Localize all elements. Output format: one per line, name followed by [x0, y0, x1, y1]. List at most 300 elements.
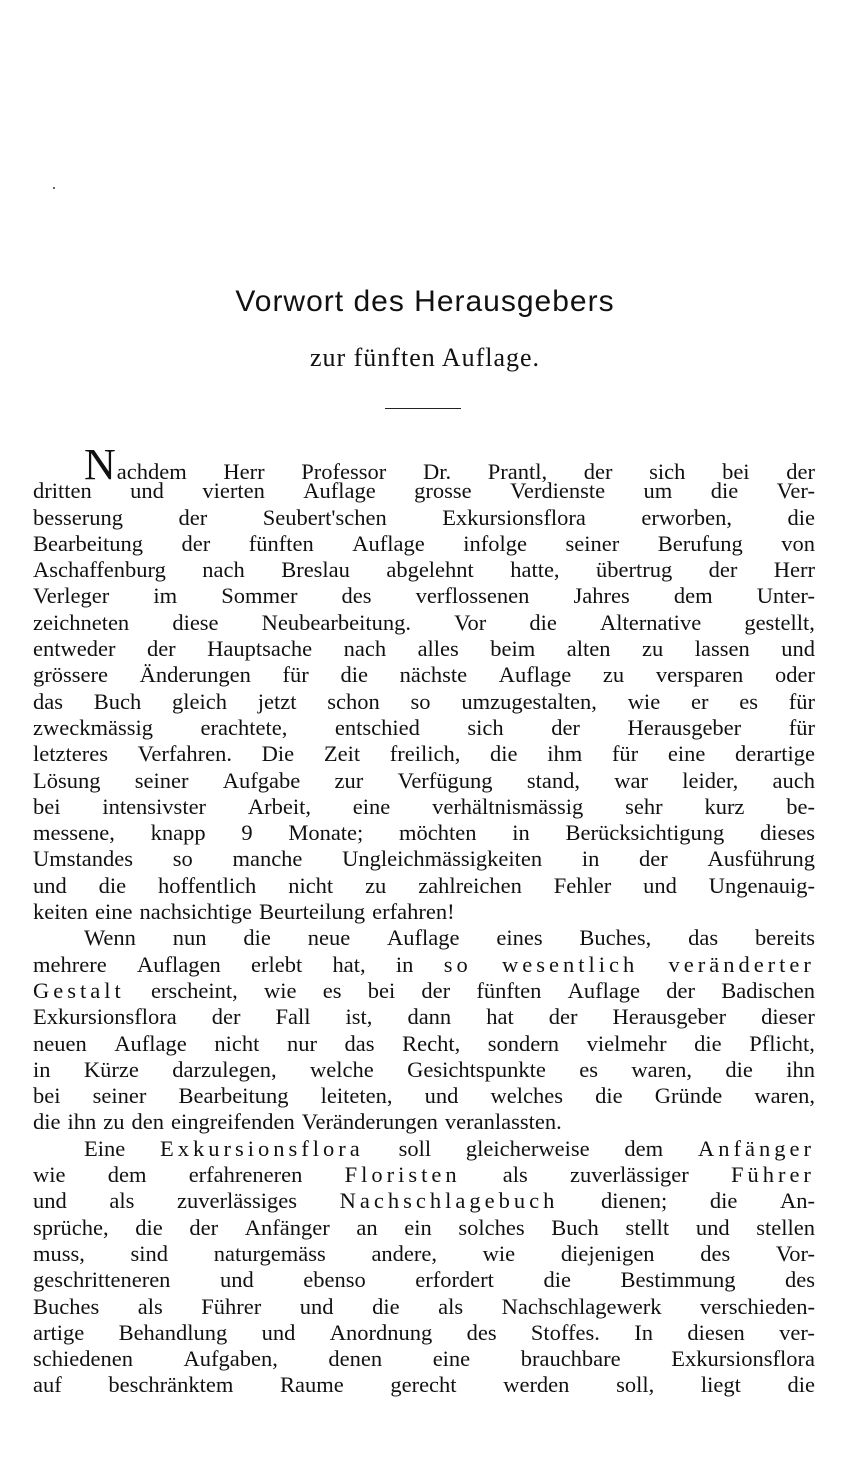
- word: auch: [772, 767, 815, 793]
- word: der: [421, 977, 451, 1003]
- word: Lösung: [33, 767, 101, 793]
- word: fünften: [476, 977, 542, 1003]
- word: 9: [241, 820, 253, 846]
- word: Buch: [551, 1214, 599, 1240]
- word: veränderter: [668, 951, 815, 977]
- word: sprüche,: [33, 1214, 109, 1240]
- word: brauchbare: [520, 1346, 621, 1372]
- word: die: [340, 662, 368, 688]
- word: werden: [503, 1372, 570, 1398]
- word: Verdienste: [510, 478, 606, 504]
- word: gestellt,: [744, 609, 815, 635]
- word: Aufgaben,: [183, 1346, 278, 1372]
- word: Verleger: [33, 583, 110, 609]
- word: denen: [328, 1346, 383, 1372]
- word: Seubert'schen: [262, 504, 387, 530]
- word: der: [181, 530, 211, 556]
- word: Anordnung: [329, 1319, 433, 1345]
- word: stellt: [625, 1214, 670, 1240]
- word: nächste: [399, 662, 468, 688]
- word: sich: [467, 714, 504, 740]
- word: nicht: [288, 872, 334, 898]
- word: eine: [432, 1346, 471, 1372]
- word: Exkursionsflora: [442, 504, 586, 530]
- word: verschieden-: [700, 1293, 815, 1319]
- word: infolge: [463, 530, 527, 556]
- word: dann: [407, 1004, 452, 1030]
- word: Beurteilung: [258, 899, 366, 925]
- word: erscheint,: [150, 977, 238, 1003]
- word: Umstandes: [33, 846, 133, 872]
- word: nur: [286, 1030, 317, 1056]
- word: Nachdem: [84, 440, 187, 489]
- word: gleicherweise: [465, 1135, 590, 1161]
- word: eines: [496, 925, 543, 951]
- word: Herausgeber: [627, 714, 742, 740]
- word: so: [172, 846, 193, 872]
- word: wie: [482, 1240, 516, 1266]
- word: zu: [365, 872, 387, 898]
- text-line: [33, 1267, 815, 1293]
- word: bereits: [754, 925, 815, 951]
- word: für: [788, 714, 815, 740]
- word: In: [634, 1319, 653, 1345]
- word: keiten: [33, 899, 88, 925]
- title-divider: [385, 408, 461, 409]
- text-line: [33, 1083, 815, 1109]
- word: Auflagen: [136, 951, 221, 977]
- word: letzteres: [33, 741, 108, 767]
- word: im: [153, 583, 178, 609]
- word: der: [548, 1004, 578, 1030]
- page-subtitle: zur fünften Auflage.: [309, 343, 541, 372]
- word: ver-: [779, 1319, 815, 1345]
- word: stand,: [526, 767, 580, 793]
- word: eine: [667, 741, 706, 767]
- word: die: [372, 1293, 400, 1319]
- word: ihm: [547, 741, 583, 767]
- word: Unter-: [756, 583, 815, 609]
- word: in: [33, 1056, 51, 1082]
- word: der: [189, 1214, 219, 1240]
- word: nach: [343, 636, 387, 662]
- word: geschritteneren: [33, 1267, 171, 1293]
- word: Verfahren.: [137, 741, 232, 767]
- word: dieses: [759, 820, 815, 846]
- word: Auflage: [114, 1030, 187, 1056]
- word: Herr: [773, 557, 815, 583]
- word: in: [395, 951, 414, 977]
- text-line: [33, 689, 815, 715]
- word: lassen: [694, 636, 750, 662]
- word: eine: [352, 793, 391, 819]
- word: Fall: [275, 1004, 311, 1030]
- word: dritten: [33, 478, 92, 504]
- word: und: [261, 1319, 296, 1345]
- word: in: [581, 846, 600, 872]
- text-line: [33, 662, 815, 688]
- word: die: [787, 1372, 815, 1398]
- word: Zeit: [323, 741, 361, 767]
- word: in: [512, 820, 530, 846]
- word: gleich: [172, 688, 228, 714]
- word: Recht,: [402, 1030, 461, 1056]
- word: wie: [627, 688, 661, 714]
- word: dem: [624, 1135, 664, 1161]
- text-line: [33, 610, 815, 636]
- text-line: [33, 846, 815, 872]
- word: und: [299, 1293, 334, 1319]
- text-line: [33, 741, 815, 767]
- word: an: [356, 1214, 378, 1240]
- word: welches: [490, 1083, 563, 1109]
- word: Verfügung: [397, 767, 493, 793]
- text-line: [33, 1320, 815, 1346]
- word: bei: [33, 793, 61, 819]
- word: als: [109, 1188, 135, 1214]
- word: stellen: [756, 1214, 815, 1240]
- word: alles: [417, 636, 459, 662]
- text-line: [33, 1215, 815, 1241]
- word: Herr: [223, 459, 265, 484]
- text-line: [33, 1057, 815, 1083]
- word: Gesichtspunkte: [407, 1056, 546, 1082]
- word: soll,: [616, 1372, 655, 1398]
- word: Breslau: [281, 557, 350, 583]
- word: neuen: [33, 1030, 87, 1056]
- word: der: [551, 714, 580, 740]
- word: oder: [774, 662, 815, 688]
- text-line: [33, 440, 815, 489]
- word: war: [614, 767, 648, 793]
- word: Sommer: [221, 583, 298, 609]
- word: und: [33, 1188, 67, 1214]
- text-line: [33, 794, 815, 820]
- word: eingreifenden: [171, 1109, 295, 1135]
- word: knapp: [150, 820, 206, 846]
- word: Floristen: [344, 1162, 461, 1188]
- word: Herausgeber: [612, 1004, 727, 1030]
- word: Buches,: [579, 925, 652, 951]
- page-title: Vorwort des Herausgebers: [235, 285, 615, 318]
- text-line: [33, 952, 815, 978]
- word: Exkursionsflora: [671, 1346, 815, 1372]
- text-line: [33, 531, 815, 557]
- word: und: [695, 1214, 730, 1240]
- word: des: [466, 1319, 497, 1345]
- word: versparen: [655, 662, 744, 688]
- word: Kürze: [83, 1056, 139, 1082]
- word: Raume: [279, 1372, 344, 1398]
- word: die: [694, 1030, 722, 1056]
- word: Nachschlagewerk: [501, 1293, 662, 1319]
- word: für: [611, 741, 639, 767]
- word: sehr: [625, 793, 663, 819]
- word: welche: [309, 1056, 374, 1082]
- word: be-: [786, 793, 815, 819]
- word: ein: [404, 1214, 432, 1240]
- word: der: [146, 636, 176, 662]
- text-line: [33, 1004, 815, 1030]
- word: soll: [398, 1135, 432, 1161]
- word: wesentlich: [501, 951, 639, 977]
- word: so: [410, 688, 431, 714]
- word: An-: [779, 1188, 815, 1214]
- word: und: [781, 636, 815, 662]
- word: vielmehr: [586, 1030, 667, 1056]
- word: sondern: [487, 1030, 560, 1056]
- word: die: [709, 1188, 738, 1214]
- word: wie: [264, 977, 297, 1003]
- word: von: [781, 530, 815, 556]
- word: solches: [458, 1214, 525, 1240]
- word: vierten: [202, 478, 265, 504]
- word: Gründe: [654, 1083, 723, 1109]
- text-line: [33, 925, 815, 951]
- word: muss,: [33, 1240, 85, 1266]
- word: das: [344, 1030, 375, 1056]
- word: nachsichtige: [139, 899, 252, 925]
- word: liegt: [700, 1372, 741, 1398]
- word: als: [502, 1162, 528, 1188]
- word: Stoffes.: [530, 1319, 600, 1345]
- word: Badischen: [721, 977, 815, 1003]
- word: auf: [33, 1372, 62, 1398]
- text-line: [33, 583, 815, 609]
- text-line: [33, 1241, 815, 1267]
- word: und: [33, 872, 67, 898]
- word: hatte,: [510, 557, 560, 583]
- word: und: [130, 478, 164, 504]
- word: Neubearbeitung.: [261, 609, 411, 635]
- text-line: [33, 1294, 815, 1320]
- word: Berufung: [657, 530, 743, 556]
- word: dem: [107, 1162, 147, 1188]
- word: dienen;: [600, 1188, 668, 1214]
- drop-cap: N: [84, 440, 116, 489]
- word: Eine: [84, 1135, 126, 1161]
- word: schon: [327, 688, 380, 714]
- word: verhältnismässig: [432, 793, 584, 819]
- word: die: [543, 1267, 571, 1293]
- word: Ver-: [776, 478, 815, 504]
- word: des: [700, 1240, 731, 1266]
- word: Auflage: [498, 662, 572, 688]
- word: zu: [641, 636, 664, 662]
- word: des: [784, 1267, 815, 1293]
- word: die: [33, 1109, 61, 1135]
- word: Bearbeitung: [33, 530, 143, 556]
- word: neue: [307, 925, 351, 951]
- word: nun: [172, 925, 207, 951]
- word: ebenso: [303, 1267, 366, 1293]
- word: zur: [334, 767, 364, 793]
- text-line: [33, 978, 815, 1004]
- word: intensivster: [102, 793, 207, 819]
- word: Ausführung: [707, 846, 815, 872]
- word: leiteten,: [320, 1083, 393, 1109]
- text-line: [33, 1188, 815, 1214]
- word: für: [788, 688, 815, 714]
- word: möchten: [399, 820, 477, 846]
- word: Anfänger: [697, 1135, 815, 1161]
- word: sind: [130, 1240, 169, 1266]
- word: des: [341, 583, 372, 609]
- word: Exkursionsflora: [33, 1004, 177, 1030]
- word: bei: [33, 1083, 61, 1109]
- word: dieser: [761, 1004, 815, 1030]
- word: verflossenen: [415, 583, 530, 609]
- word: Anfänger: [244, 1214, 330, 1240]
- word: jetzt: [257, 688, 297, 714]
- word: seiner: [92, 1083, 147, 1109]
- word: die: [490, 741, 518, 767]
- word: bei: [722, 459, 750, 484]
- word: artige: [33, 1319, 85, 1345]
- word: der: [639, 846, 668, 872]
- word: Bestimmung: [620, 1267, 736, 1293]
- word: Prantl,: [487, 459, 548, 484]
- word: manche: [232, 846, 303, 872]
- word: grössere: [33, 662, 108, 688]
- word: Bearbeitung: [178, 1083, 289, 1109]
- word: für: [282, 662, 309, 688]
- word: Hauptsache: [207, 636, 313, 662]
- word: diese: [172, 609, 219, 635]
- word: die: [135, 1214, 163, 1240]
- word: das: [33, 688, 63, 714]
- word: nicht: [214, 1030, 260, 1056]
- word: der: [786, 459, 815, 484]
- word: freilich,: [389, 741, 461, 767]
- word: derartige: [735, 741, 815, 767]
- word: entschied: [334, 714, 420, 740]
- word: die: [710, 478, 739, 504]
- word: die: [787, 504, 815, 530]
- word: Auflage: [352, 530, 425, 556]
- text-line: [33, 636, 815, 662]
- word: grosse: [414, 478, 472, 504]
- text-line: [33, 820, 815, 846]
- word: Berücksichtigung: [565, 820, 725, 846]
- word: und: [643, 872, 677, 898]
- word: die: [98, 872, 127, 898]
- word: zahlreichen: [418, 872, 522, 898]
- word: so: [443, 951, 472, 977]
- word: der: [666, 977, 695, 1003]
- text-line: [33, 715, 815, 741]
- text-line: [33, 1031, 815, 1057]
- word: Auflage: [567, 977, 641, 1003]
- word: er: [690, 688, 709, 714]
- word: um: [643, 478, 673, 504]
- word: hoffentlich: [158, 872, 257, 898]
- word: der: [583, 459, 613, 484]
- word: Pflicht,: [749, 1030, 815, 1056]
- word: und: [219, 1267, 254, 1293]
- word: Führer: [730, 1162, 815, 1188]
- word: ihn: [786, 1056, 815, 1082]
- text-line: [33, 1372, 815, 1398]
- word: hat,: [332, 951, 366, 977]
- word: kurz: [704, 793, 745, 819]
- word: Fehler: [553, 872, 612, 898]
- word: nach: [202, 557, 245, 583]
- word: Monate;: [288, 820, 364, 846]
- word: veranlassten.: [444, 1109, 562, 1135]
- word: Behandlung: [118, 1319, 228, 1345]
- word: zeichneten: [33, 609, 130, 635]
- text-line: [33, 1109, 815, 1135]
- word: Alternative: [599, 609, 702, 635]
- word: die: [595, 1083, 623, 1109]
- word: seiner: [565, 530, 620, 556]
- word: übertrug: [595, 557, 673, 583]
- word: Gestalt: [33, 977, 125, 1003]
- text-line: [33, 1136, 815, 1162]
- word: erachtete,: [200, 714, 288, 740]
- word: zweckmässig: [33, 714, 153, 740]
- word: gerecht: [390, 1372, 457, 1398]
- word: darzulegen,: [172, 1056, 277, 1082]
- word: messene,: [33, 820, 115, 846]
- word: seiner: [134, 767, 189, 793]
- text-line: [33, 505, 815, 531]
- text-line: [33, 478, 815, 504]
- word: es: [579, 1056, 598, 1082]
- word: der: [211, 1004, 241, 1030]
- word: als: [137, 1293, 163, 1319]
- text-line: [33, 1346, 815, 1372]
- word: Die: [261, 741, 295, 767]
- word: naturgemäss: [213, 1240, 326, 1266]
- word: der: [178, 504, 208, 530]
- word: beschränktem: [108, 1372, 234, 1398]
- word: zu: [103, 1109, 125, 1135]
- word: waren,: [754, 1083, 815, 1109]
- body-text: [33, 440, 815, 1399]
- word: Änderungen: [139, 662, 251, 688]
- word: Auflage: [303, 478, 376, 504]
- word: und: [424, 1083, 459, 1109]
- print-speck: [53, 187, 55, 189]
- word: waren,: [631, 1056, 692, 1082]
- word: erworben,: [641, 504, 732, 530]
- word: Exkursionsflora: [160, 1135, 364, 1161]
- word: besserung: [33, 504, 123, 530]
- word: Auflage: [387, 925, 460, 951]
- text-line: [33, 768, 815, 794]
- word: zuverlässiger: [570, 1162, 689, 1188]
- word: das: [688, 925, 719, 951]
- word: Jahres: [573, 583, 630, 609]
- word: ist,: [345, 1004, 373, 1030]
- word: hat: [486, 1004, 514, 1030]
- word: als: [438, 1293, 464, 1319]
- word: Veränderungen: [301, 1109, 438, 1135]
- word: den: [131, 1109, 165, 1135]
- word: Aschaffenburg: [33, 557, 166, 583]
- word: Nachschlagebuch: [339, 1188, 559, 1214]
- text-line: [33, 873, 815, 899]
- word: die: [529, 609, 557, 635]
- word: abgelehnt: [386, 557, 474, 583]
- word: wie: [33, 1162, 66, 1188]
- word: erlebt: [250, 951, 303, 977]
- text-line: [33, 557, 815, 583]
- word: schiedenen: [33, 1346, 133, 1372]
- word: alten: [566, 636, 611, 662]
